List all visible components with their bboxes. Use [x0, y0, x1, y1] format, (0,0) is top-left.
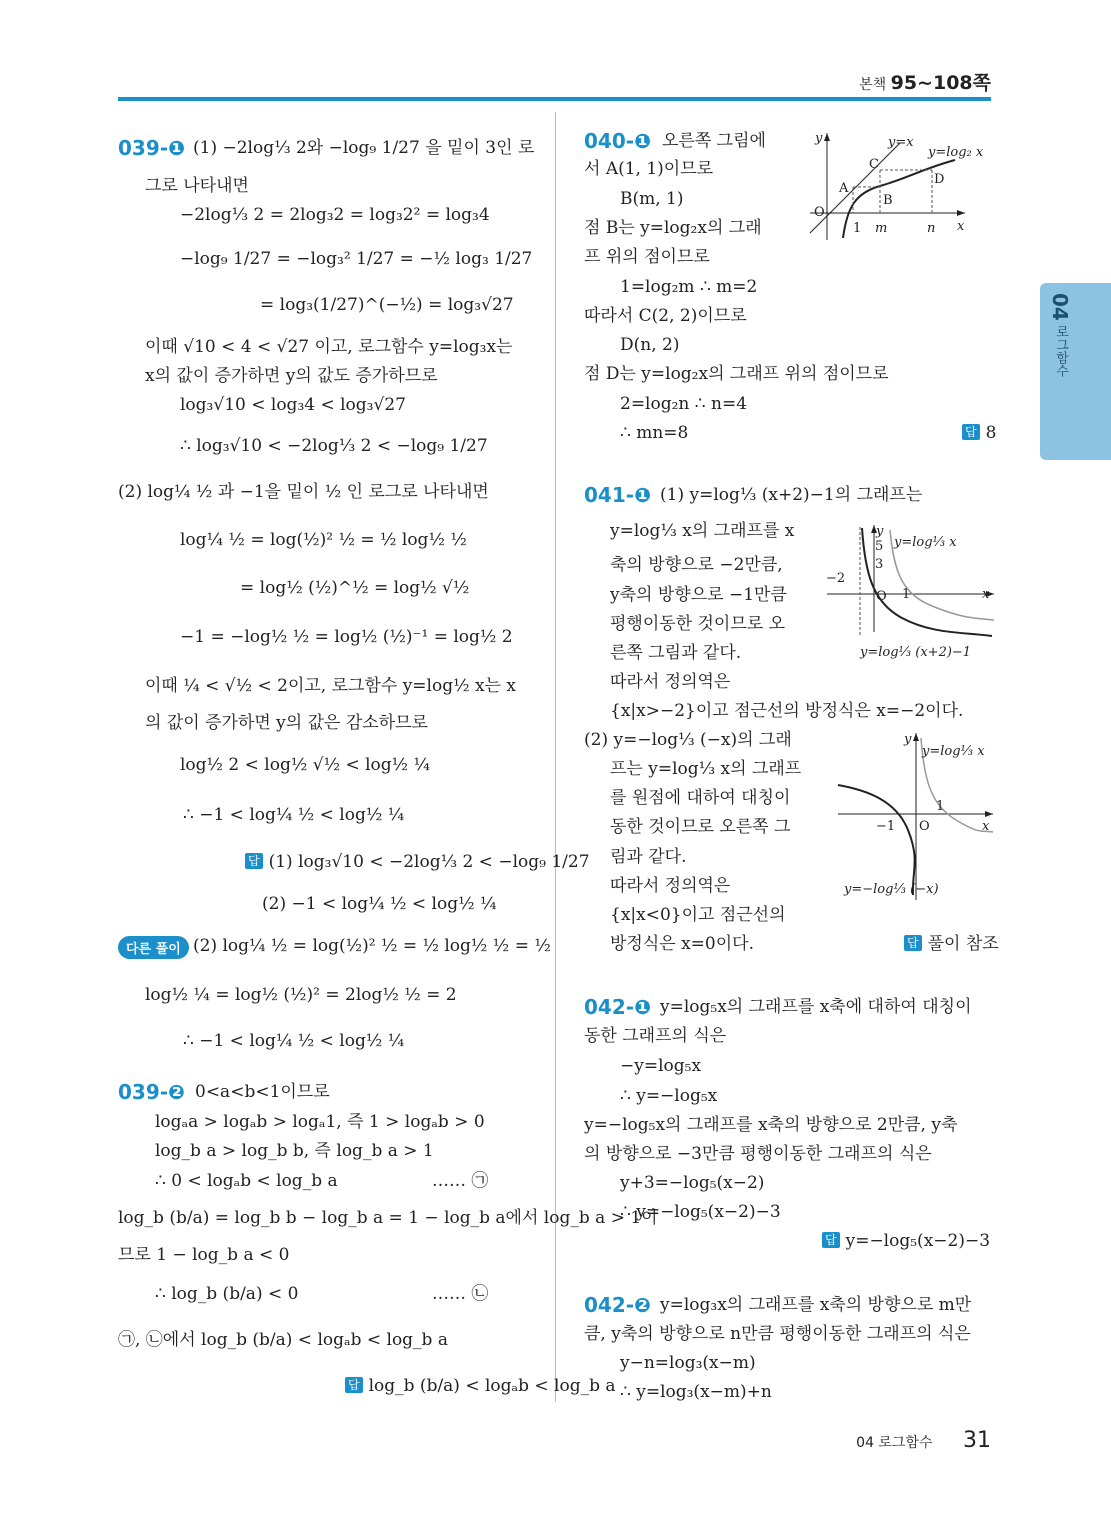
solution-line — [610, 520, 794, 542]
label-y-eq-x: y=x — [888, 135, 914, 150]
problem-number — [118, 137, 185, 159]
problem-number — [584, 484, 651, 506]
line-text: (2) log¼ ½ = log(½)² ½ = ½ log½ ½ = ½ — [193, 936, 551, 956]
solution-line — [180, 204, 490, 226]
solution-line — [155, 1170, 338, 1192]
line-text: 의 방향으로 −3만큼 평행이동한 그래프의 식은 — [584, 1144, 932, 1164]
solution-line — [118, 1329, 448, 1351]
label-C: C — [869, 157, 879, 172]
header-rule — [118, 97, 991, 101]
line-text: (1) log₃√10 < −2log⅓ 2 < −log₉ 1/27 — [268, 852, 590, 872]
solution-line — [584, 217, 762, 239]
label-O: O — [814, 205, 825, 220]
line-text: ∴ y=−log₅(x−2)−3 — [620, 1202, 781, 1222]
solution-line — [584, 305, 747, 327]
solution-line — [610, 758, 801, 780]
solution-line — [180, 626, 513, 648]
solution-line — [118, 481, 489, 503]
solution-line — [620, 334, 679, 356]
line-text: ∴ log_b (b/a) < 0 — [155, 1284, 299, 1304]
label-m: m — [875, 221, 888, 236]
line-text: x의 값이 증가하면 y의 값도 증가하므로 — [145, 366, 438, 386]
line-text: 동한 것이므로 오른쪽 그 — [610, 817, 791, 837]
line-text: 이때 ¼ < √½ < 2이고, 로그함수 y=log½ x는 x — [145, 676, 516, 696]
solution-line — [584, 363, 889, 385]
line-text: 2=log₂n ∴ n=4 — [620, 394, 748, 414]
line-text: 따라서 정의역은 — [610, 876, 731, 896]
chapter-title: 로그함수 — [1053, 324, 1068, 377]
line-text: 따라서 C(2, 2)이므로 — [584, 306, 747, 326]
line-text: (2) −1 < log¼ ½ < log½ ¼ — [262, 894, 497, 914]
solution-line — [610, 613, 785, 635]
answer-line — [822, 1230, 990, 1252]
solution-line — [620, 1055, 701, 1077]
solution-line — [193, 137, 534, 159]
line-text: 점 D는 y=log₂x의 그래프 위의 점이므로 — [584, 364, 889, 384]
alt-solution-badge: 다른 풀이 — [118, 936, 189, 959]
svg-text:y=log⅓ x: y=log⅓ x — [894, 535, 957, 550]
line-text: 축의 방향으로 −2만큼, — [610, 555, 783, 575]
svg-text:x: x — [982, 587, 990, 602]
line-text: (2) log¼ ½ 과 −1을 밑이 ½ 인 로그로 나타내면 — [118, 482, 489, 502]
solution-line — [180, 435, 488, 457]
book-ref-label: 본책 — [859, 77, 887, 93]
line-text: log_b (b/a) = log_b b − log_b a = 1 − log_b a에서 log_b a > 1이 — [118, 1208, 658, 1228]
solution-line — [183, 1030, 404, 1052]
line-text: 프는 y=log⅓ x의 그래프 — [610, 759, 802, 779]
line-text: 평행이동한 것이므로 오 — [610, 614, 786, 634]
line-text: ∴ y=log₃(x−m)+n — [620, 1382, 772, 1402]
solution-line — [620, 1352, 756, 1374]
solution-line — [180, 394, 406, 416]
svg-text:y=log⅓ x: y=log⅓ x — [922, 744, 985, 759]
line-text: 0<a<b<1이므로 — [195, 1082, 330, 1102]
line-text: ㉠, ㉡에서 log_b (b/a) < logₐb < log_b a — [118, 1330, 448, 1350]
line-text: 그로 나타내면 — [145, 176, 249, 196]
solution-line — [145, 365, 438, 387]
answer-icon: 답 — [245, 853, 263, 869]
line-text: y−n=log₃(x−m) — [620, 1353, 756, 1373]
solution-line — [260, 294, 514, 316]
line-text: 풀이 참조 — [927, 934, 999, 954]
line-text: y축의 방향으로 −1만큼 — [610, 585, 787, 605]
line-text: 림과 같다. — [610, 847, 687, 867]
solution-line — [620, 1381, 772, 1403]
line-text: ∴ log₃√10 < −2log⅓ 2 < −log₉ 1/27 — [180, 436, 488, 456]
line-text: {x|x<0}이고 점근선의 — [610, 905, 786, 925]
answer-icon: 답 — [904, 935, 922, 951]
solution-line — [660, 996, 972, 1018]
graph-041-2 — [836, 730, 996, 905]
solution-line — [145, 712, 428, 734]
line-text: 서 A(1, 1)이므로 — [584, 159, 714, 179]
svg-text:−2: −2 — [826, 571, 846, 586]
line-text: log_b (b/a) < logₐb < log_b a — [368, 1376, 616, 1396]
line-text: 039-❶ — [118, 136, 185, 160]
answer-line — [904, 933, 999, 955]
solution-line — [660, 1294, 971, 1316]
answer-line — [245, 851, 590, 873]
line-text: 1=log₂m ∴ m=2 — [620, 277, 758, 297]
line-text: log¼ ½ = log(½)² ½ = ½ log½ ½ — [180, 530, 467, 550]
solution-line — [183, 804, 404, 826]
book-page-reference — [859, 68, 991, 95]
line-text: y=−log₅(x−2)−3 — [845, 1231, 991, 1251]
solution-line — [610, 904, 786, 926]
line-text: ∴ mn=8 — [620, 423, 689, 443]
line-text: 른쪽 그림과 같다. — [610, 643, 742, 663]
solution-line — [610, 642, 741, 664]
solution-line — [610, 787, 790, 809]
graph-041-1 — [822, 522, 997, 667]
solution-line — [662, 130, 766, 152]
solution-line — [610, 700, 963, 722]
solution-line — [620, 276, 757, 298]
solution-line — [584, 1114, 957, 1136]
line-text: D(n, 2) — [620, 335, 680, 355]
solution-line — [610, 816, 790, 838]
solution-line — [193, 935, 551, 957]
svg-text:3: 3 — [875, 557, 884, 572]
solution-line — [584, 246, 710, 268]
line-text: …… ㉠ — [432, 1171, 489, 1191]
problem-number — [118, 1081, 185, 1103]
label-1: 1 — [853, 221, 862, 236]
line-text: …… ㉡ — [432, 1284, 489, 1304]
line-text: 042-❷ — [584, 1293, 651, 1317]
line-text: = log₃(1/27)^(−½) = log₃√27 — [260, 295, 514, 315]
solution-line — [180, 248, 532, 270]
svg-text:y=log⅓ (x+2)−1: y=log⅓ (x+2)−1 — [860, 645, 972, 660]
solution-line — [118, 1244, 289, 1266]
solution-line — [584, 1025, 726, 1047]
line-text: log_b a > log_b b, 즉 log_b a > 1 — [155, 1141, 434, 1161]
line-text: 므로 1 − log_b a < 0 — [118, 1245, 290, 1265]
line-text: {x|x>−2}이고 점근선의 방정식은 x=−2이다. — [610, 701, 964, 721]
answer-icon: 답 — [962, 424, 980, 440]
line-text: 8 — [985, 423, 997, 443]
solution-line — [620, 1201, 781, 1223]
svg-text:O: O — [876, 589, 887, 604]
line-text: 041-❶ — [584, 483, 651, 507]
answer-line — [345, 1375, 616, 1397]
solution-line — [610, 933, 754, 955]
solution-line — [584, 1143, 932, 1165]
solution-line — [155, 1111, 485, 1133]
solution-line — [262, 893, 496, 915]
line-text: ∴ 0 < logₐb < log_b a — [155, 1171, 338, 1191]
line-text: 042-❶ — [584, 995, 651, 1019]
solution-line — [584, 729, 792, 751]
answer-icon: 답 — [345, 1377, 363, 1393]
line-text: B(m, 1) — [620, 189, 684, 209]
solution-line — [620, 1085, 717, 1107]
label-n: n — [927, 221, 936, 236]
book-ref-pages: 95~108쪽 — [890, 72, 991, 94]
line-text: log½ 2 < log½ √½ < log½ ¼ — [180, 755, 431, 775]
solution-line — [610, 875, 730, 897]
line-text: ∴ −1 < log¼ ½ < log½ ¼ — [183, 805, 405, 825]
svg-text:y=−log⅓ (−x): y=−log⅓ (−x) — [844, 882, 939, 897]
solution-line — [620, 422, 688, 444]
line-text: y+3=−log₅(x−2) — [620, 1173, 765, 1193]
line-text: 039-❷ — [118, 1080, 185, 1104]
solution-line — [620, 1172, 764, 1194]
solution-line — [584, 1323, 971, 1345]
line-text: −log₉ 1/27 = −log₃² 1/27 = −½ log₃ 1/27 — [180, 249, 533, 269]
solution-line — [145, 175, 249, 197]
solution-line — [610, 554, 783, 576]
line-text: logₐa > logₐb > logₐ1, 즉 1 > logₐb > 0 — [155, 1112, 485, 1132]
solution-line — [118, 1207, 658, 1229]
label-y-log2x: y=log₂ x — [928, 145, 984, 160]
line-text: 동한 그래프의 식은 — [584, 1026, 727, 1046]
page-number: 31 — [963, 1428, 991, 1453]
solution-line — [660, 484, 922, 506]
line-text: 의 값이 증가하면 y의 값은 감소하므로 — [145, 713, 428, 733]
problem-number — [584, 130, 651, 152]
line-text: (1) y=log⅓ (x+2)−1의 그래프는 — [660, 485, 923, 505]
solution-line — [240, 577, 469, 599]
solution-line — [155, 1283, 298, 1305]
svg-text:O: O — [919, 819, 930, 834]
solution-line — [610, 584, 787, 606]
label-A: A — [839, 181, 849, 196]
problem-number — [584, 1294, 651, 1316]
solution-line — [180, 754, 430, 776]
footer-chapter: 04 로그함수 — [856, 1435, 933, 1451]
solution-line — [180, 529, 467, 551]
solution-line — [432, 1283, 488, 1305]
chapter-side-tab[interactable] — [1040, 283, 1111, 460]
solution-line — [145, 984, 457, 1006]
svg-text:y: y — [904, 732, 912, 747]
label-B: B — [883, 193, 893, 208]
line-text: 방정식은 x=0이다. — [610, 934, 754, 954]
line-text: ∴ y=−log₅x — [620, 1086, 718, 1106]
footer — [856, 1428, 991, 1453]
line-text: y=log₅x의 그래프를 x축에 대하여 대칭이 — [660, 997, 972, 1017]
line-text: −1 = −log½ ½ = log½ (½)⁻¹ = log½ 2 — [180, 627, 513, 647]
solution-line — [195, 1081, 330, 1103]
svg-text:y: y — [876, 524, 884, 539]
line-text: 점 B는 y=log₂x의 그래 — [584, 218, 762, 238]
chapter-number: 04 — [1048, 293, 1072, 321]
svg-text:1: 1 — [936, 799, 945, 814]
solution-line — [432, 1170, 488, 1192]
line-text: 큼, y축의 방향으로 n만큼 평행이동한 그래프의 식은 — [584, 1324, 971, 1344]
solution-line — [620, 188, 684, 210]
line-text: 따라서 정의역은 — [610, 672, 731, 692]
graph-040 — [805, 128, 984, 243]
line-text: 오른쪽 그림에 — [662, 131, 766, 151]
problem-number — [584, 996, 651, 1018]
solution-line — [145, 336, 512, 358]
solution-line — [584, 158, 713, 180]
line-text: = log½ (½)^½ = log½ √½ — [240, 578, 470, 598]
solution-line — [155, 1140, 434, 1162]
line-text: (2) y=−log⅓ (−x)의 그래 — [584, 730, 792, 750]
line-text: 040-❶ — [584, 129, 651, 153]
answer-line — [962, 422, 996, 444]
solution-line — [610, 671, 730, 693]
line-text: ∴ −1 < log¼ ½ < log½ ¼ — [183, 1031, 405, 1051]
line-text: 를 원점에 대하여 대칭이 — [610, 788, 791, 808]
answer-icon: 답 — [822, 1232, 840, 1248]
label-D: D — [934, 172, 945, 187]
line-text: y=log⅓ x의 그래프를 x — [610, 521, 795, 541]
solution-line — [620, 393, 747, 415]
line-text: y=−log₅x의 그래프를 x축의 방향으로 2만큼, y축 — [584, 1115, 958, 1135]
line-text: 이때 √10 < 4 < √27 이고, 로그함수 y=log₃x는 — [145, 337, 513, 357]
solution-line — [145, 675, 516, 697]
solution-line — [610, 846, 687, 868]
line-text: log₃√10 < log₃4 < log₃√27 — [180, 395, 406, 415]
svg-text:x: x — [982, 819, 990, 834]
line-text: −y=log₅x — [620, 1056, 702, 1076]
line-text: 프 위의 점이므로 — [584, 247, 710, 267]
svg-text:−1: −1 — [876, 819, 896, 834]
line-text: y=log₃x의 그래프를 x축의 방향으로 m만 — [660, 1295, 972, 1315]
line-text: −2log⅓ 2 = 2log₃2 = log₃2² = log₃4 — [180, 205, 490, 225]
svg-text:1: 1 — [902, 587, 911, 602]
label-x: x — [957, 219, 965, 234]
svg-text:5: 5 — [875, 539, 884, 554]
label-y: y — [815, 131, 823, 146]
line-text: (1) −2log⅓ 2와 −log₉ 1/27 을 밑이 3인 로 — [193, 138, 535, 158]
line-text: log½ ¼ = log½ (½)² = 2log½ ½ = 2 — [145, 985, 457, 1005]
